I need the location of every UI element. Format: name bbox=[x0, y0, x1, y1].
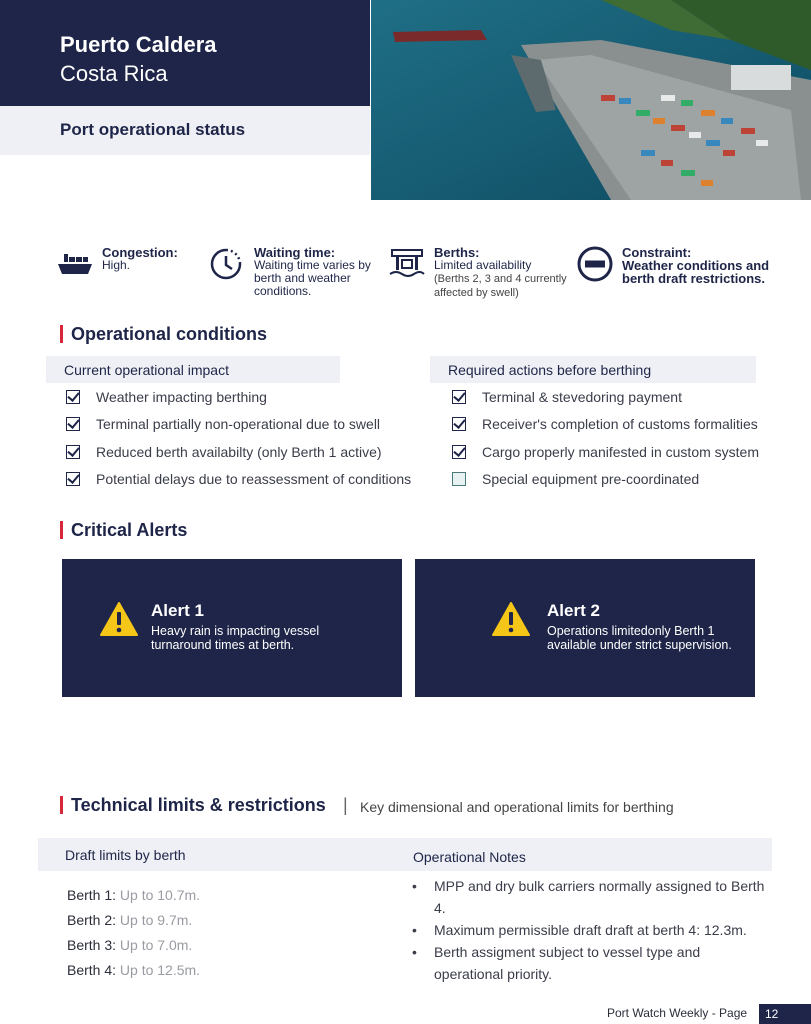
technical-heading: Technical limits & restrictions bbox=[60, 796, 326, 814]
berth-label: Berth 2: bbox=[67, 912, 117, 928]
required-item-text: Special equipment pre-coordinated bbox=[482, 471, 700, 487]
berth-limit-row bbox=[67, 962, 200, 978]
alert-title: Alert 1 bbox=[151, 601, 204, 620]
operational-notes-list bbox=[412, 875, 772, 985]
cargo-ship-icon bbox=[56, 246, 94, 282]
header-panel bbox=[0, 0, 370, 106]
berth-limit-row bbox=[67, 887, 200, 903]
berth-crane-icon bbox=[388, 246, 426, 282]
berth-label: Berth 1: bbox=[67, 887, 117, 903]
impact-item-text: Weather impacting berthing bbox=[96, 389, 267, 405]
port-name: Puerto Caldera bbox=[60, 32, 217, 57]
berth-value: Up to 10.7m. bbox=[119, 887, 201, 903]
footer-label: Port Watch Weekly - Page bbox=[607, 1006, 748, 1020]
note-item: • Maximum permissible draft draft at berth 4: 12.3m. bbox=[412, 919, 772, 941]
berth-value: Up to 12.5m. bbox=[119, 962, 201, 978]
page-number: 12 bbox=[759, 1004, 811, 1024]
page-title: Port operational status bbox=[60, 120, 246, 139]
constraint-value: Weather conditions and berth draft restrictions. bbox=[622, 258, 770, 286]
operational-heading: Operational conditions bbox=[60, 325, 267, 343]
impact-item-text: Reduced berth availabilty (only Berth 1 active) bbox=[96, 444, 382, 460]
impact-item-text: Terminal partially non-operational due to swell bbox=[96, 416, 381, 432]
berths-note: (Berths 2, 3 and 4 currently affected by swell) bbox=[434, 273, 567, 299]
checkbox-unchecked bbox=[452, 472, 466, 486]
note-item: • Berth assigment subject to vessel type and operational priority. bbox=[412, 941, 772, 985]
required-item-text: Terminal & stevedoring payment bbox=[482, 389, 682, 405]
waiting-summary bbox=[208, 246, 384, 298]
heading-separator: | bbox=[343, 795, 348, 815]
required-item bbox=[452, 389, 682, 405]
required-item bbox=[452, 416, 758, 432]
berths-summary bbox=[388, 246, 594, 300]
berth-label: Berth 4: bbox=[67, 962, 117, 978]
impact-column-header: Current operational impact bbox=[46, 356, 340, 383]
checkbox-checked bbox=[66, 390, 80, 404]
congestion-summary bbox=[56, 246, 178, 282]
waiting-label: Waiting time: bbox=[254, 245, 336, 260]
required-item-text: Receiver's completion of customs formalities bbox=[482, 416, 758, 432]
congestion-value: High. bbox=[102, 258, 131, 272]
constraint-label: Constraint: bbox=[622, 245, 692, 260]
berth-limit-row bbox=[67, 937, 192, 953]
waiting-value: Waiting time varies by berth and weather conditions. bbox=[254, 258, 371, 298]
berth-value: Up to 7.0m. bbox=[119, 937, 193, 953]
warning-icon bbox=[99, 601, 139, 637]
impact-item-text: Potential delays due to reassessment of conditions bbox=[96, 471, 412, 487]
checkbox-checked bbox=[66, 472, 80, 486]
required-item bbox=[452, 471, 699, 487]
alert-text: Operations limitedonly Berth 1 available under strict supervision. bbox=[547, 624, 732, 652]
technical-table-header bbox=[38, 838, 772, 871]
impact-item bbox=[66, 389, 267, 405]
impact-item bbox=[66, 444, 382, 460]
note-item: • MPP and dry bulk carriers normally assigned to Berth 4. bbox=[412, 875, 772, 919]
warning-icon bbox=[491, 601, 531, 637]
port-aerial-photo bbox=[371, 0, 811, 200]
constraint-summary bbox=[576, 246, 780, 285]
checkbox-checked bbox=[66, 445, 80, 459]
berths-value: Limited availability bbox=[434, 258, 532, 272]
berth-limit-row bbox=[67, 912, 192, 928]
status-band bbox=[0, 106, 370, 155]
alert-card-2 bbox=[415, 559, 755, 697]
berth-value: Up to 9.7m. bbox=[119, 912, 193, 928]
country-name: Costa Rica bbox=[60, 61, 168, 86]
berth-label: Berth 3: bbox=[67, 937, 117, 953]
operational-notes-header: Operational Notes bbox=[413, 849, 526, 865]
checkbox-checked bbox=[452, 417, 466, 431]
technical-subheading: Key dimensional and operational limits for berthing bbox=[360, 799, 674, 815]
alert-title: Alert 2 bbox=[547, 601, 600, 620]
checkbox-checked bbox=[452, 445, 466, 459]
required-column-header: Required actions before berthing bbox=[430, 356, 756, 383]
impact-item bbox=[66, 471, 411, 487]
checkbox-checked bbox=[452, 390, 466, 404]
no-entry-icon bbox=[576, 246, 614, 282]
required-item bbox=[452, 444, 759, 460]
checkbox-checked bbox=[66, 417, 80, 431]
impact-item bbox=[66, 416, 380, 432]
required-item-text: Cargo properly manifested in custom system bbox=[482, 444, 759, 460]
congestion-label: Congestion: bbox=[102, 245, 178, 260]
alert-card-1 bbox=[62, 559, 402, 697]
alerts-heading: Critical Alerts bbox=[60, 521, 187, 539]
berths-label: Berths: bbox=[434, 245, 480, 260]
alert-text: Heavy rain is impacting vessel turnaround times at berth. bbox=[151, 624, 320, 652]
clock-icon bbox=[208, 246, 246, 282]
draft-limits-header: Draft limits by berth bbox=[65, 847, 186, 863]
